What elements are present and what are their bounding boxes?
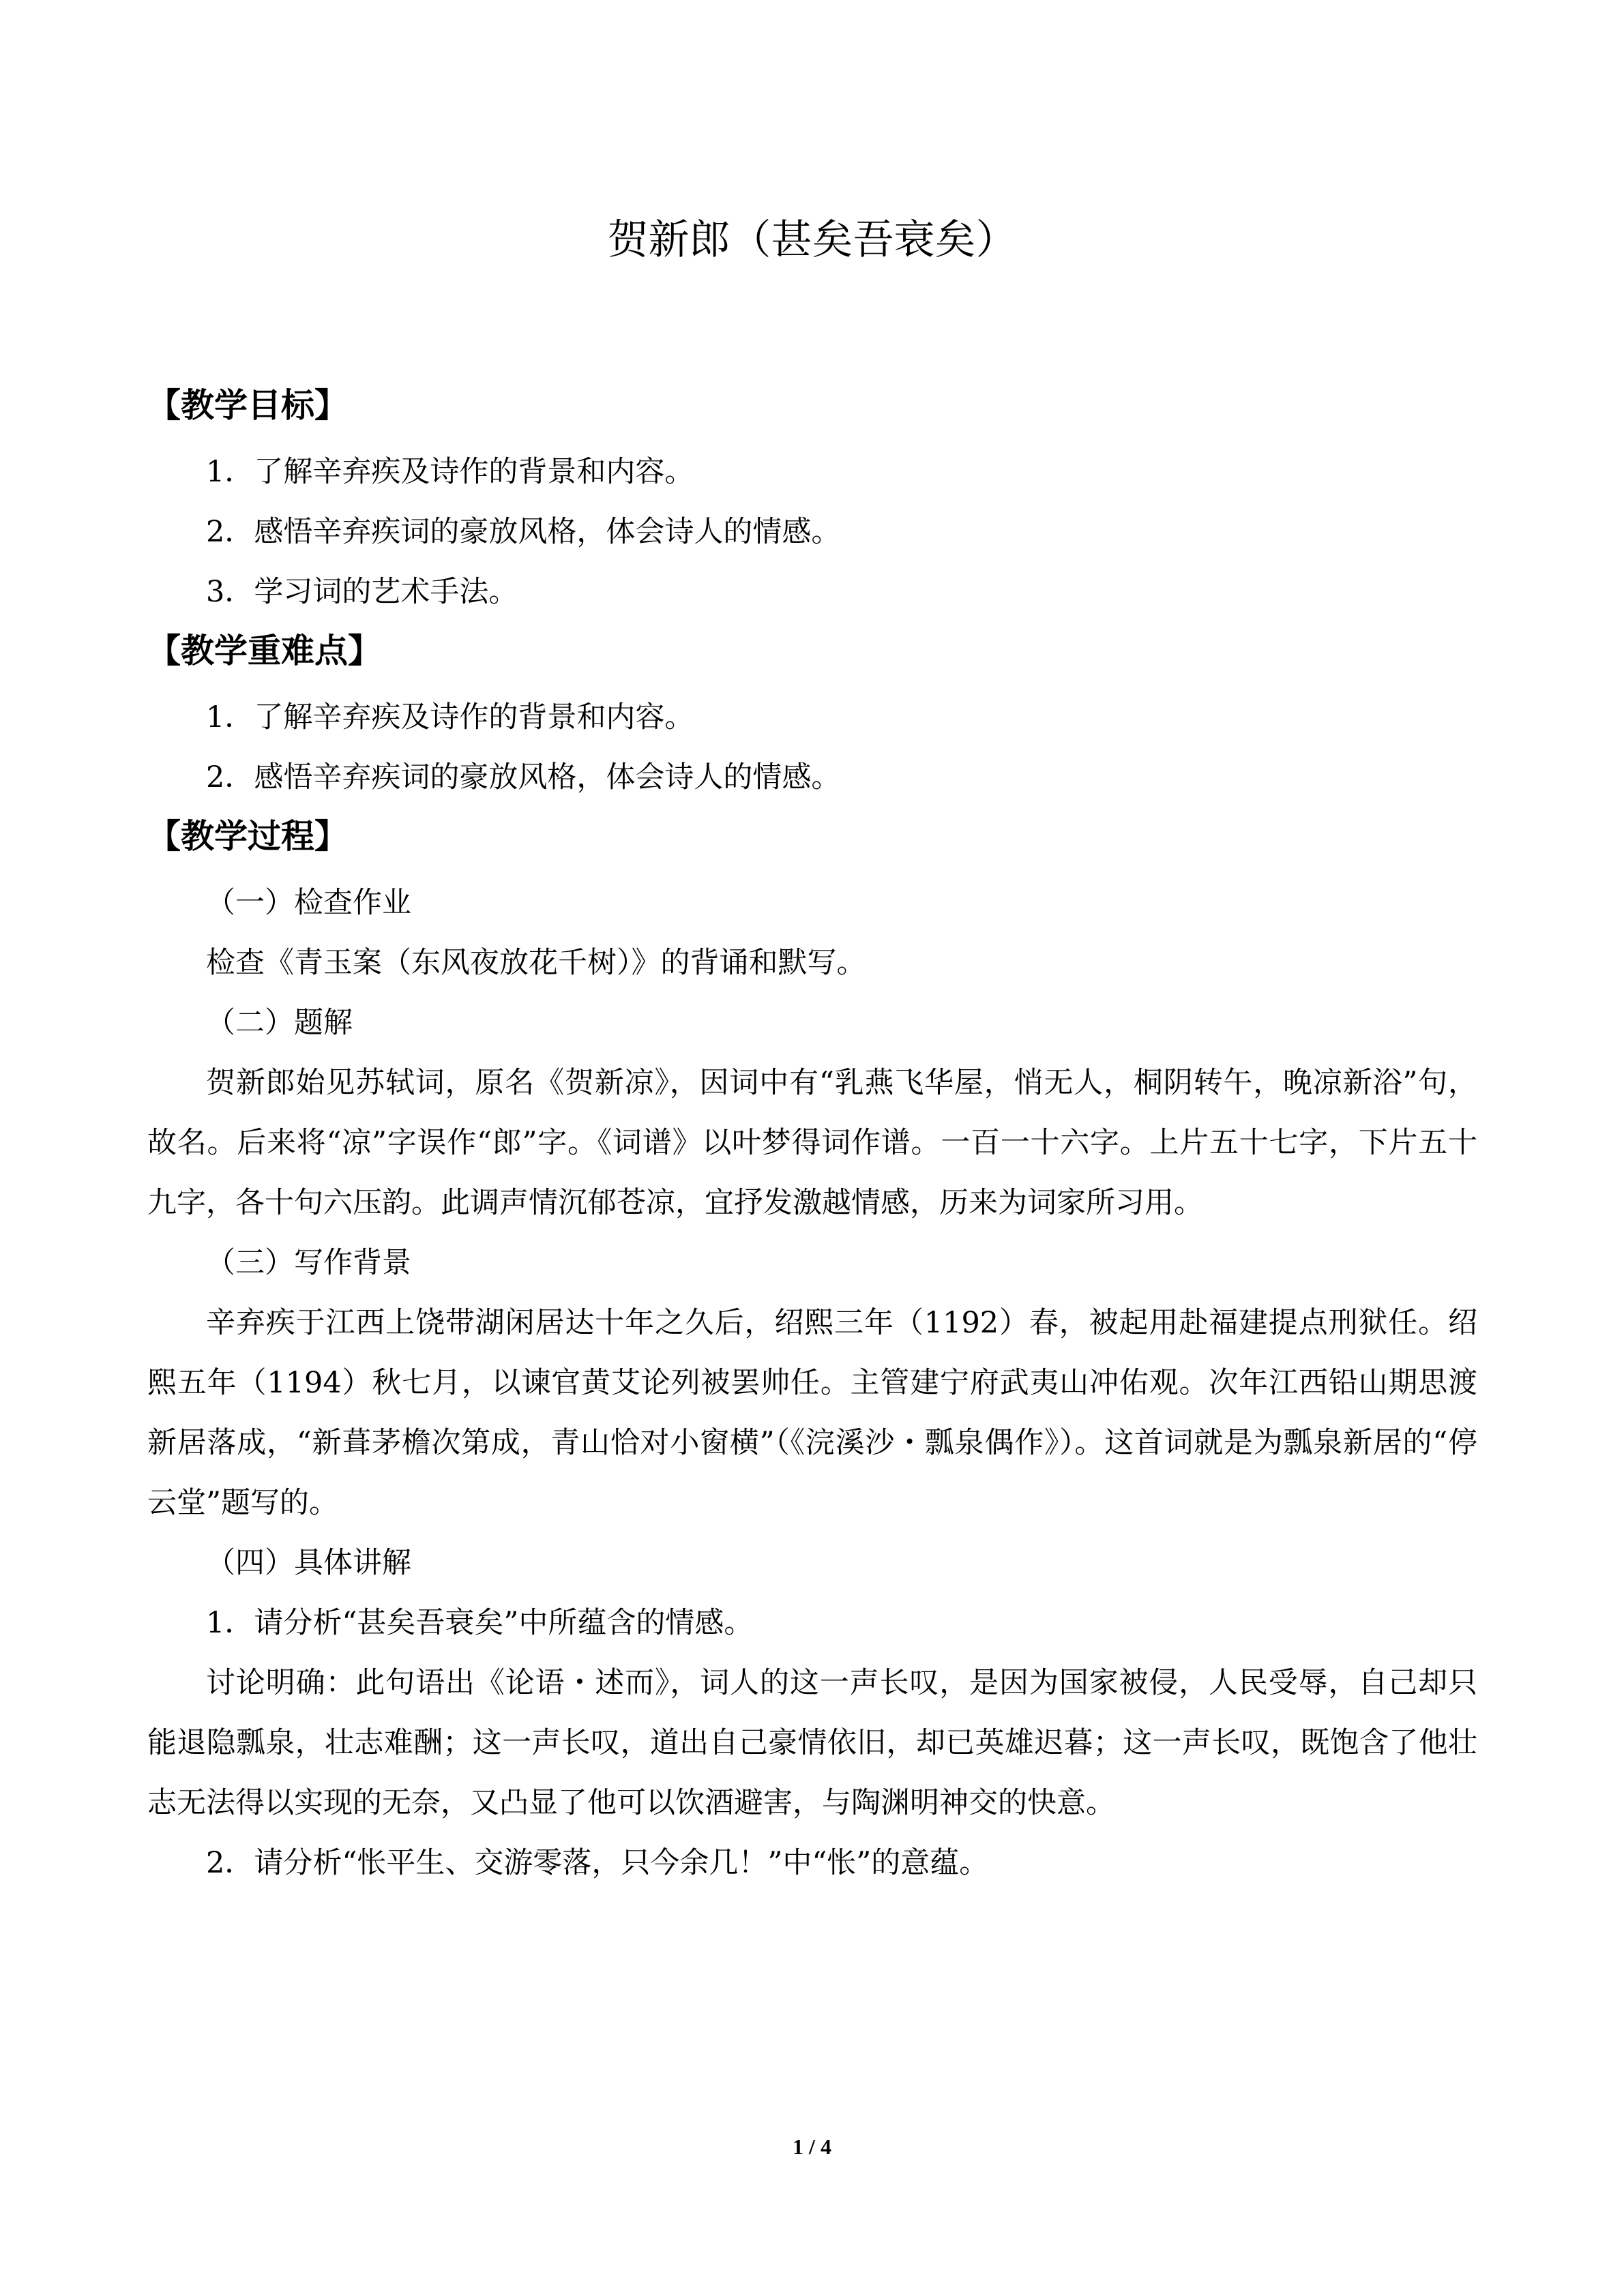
process-paragraph: 辛弃疾于江西上饶带湖闲居达十年之久后，绍熙三年（1192）春，被起用赴福建提点刑狱任。绍熙五年（1194）秋七月，以谏官黄艾论列被罢帅任。主管建宁府武夷山冲佑观。次年江西铅山期思渡新居落成，“新葺茅檐次第成，青山恰对小窗横”（《浣溪沙・瓢泉偶作》）。这首词就是为瓢泉新居的“停云堂”题写的。 xyxy=(147,1306,1477,1520)
objective-item: 3．学习词的艺术手法。 xyxy=(206,575,518,609)
process-subheading: （四）具体讲解 xyxy=(206,1546,411,1580)
section-heading-key-points: 【教学重难点】 xyxy=(147,631,382,670)
process-question: 1．请分析“甚矣吾衰矣”中所蕴含的情感。 xyxy=(206,1606,754,1640)
process-question: 2．请分析“怅平生、交游零落，只今余几！”中“怅”的意蕴。 xyxy=(206,1846,989,1880)
process-paragraph: 检查《青玉案（东风夜放花千树）》的背诵和默写。 xyxy=(206,946,866,980)
key-point-item: 2．感悟辛弃疾词的豪放风格，体会诗人的情感。 xyxy=(206,760,841,794)
process-paragraph: 贺新郎始见苏轼词，原名《贺新凉》，因词中有“乳燕飞华屋，悄无人，桐阴转午，晚凉新浴”句，故名。后来将“凉”字误作“郎”字。《词谱》以叶梦得词作谱。一百一十六字。上片五十七字，下片五十九字，各十句六压韵。此调声情沉郁苍凉，宜抒发激越情感，历来为词家所习用。 xyxy=(147,1066,1477,1220)
objective-item: 2．感悟辛弃疾词的豪放风格，体会诗人的情感。 xyxy=(206,515,841,549)
document-body xyxy=(147,382,1477,1893)
document-title: 贺新郎（甚矣吾衰矣） xyxy=(607,216,1017,264)
process-subheading: （三）写作背景 xyxy=(206,1246,411,1280)
process-subheading: （二）题解 xyxy=(206,1006,353,1040)
process-paragraph: 讨论明确：此句语出《论语・述而》，词人的这一声长叹，是因为国家被侵，人民受辱，自己却只能退隐瓢泉，壮志难酬；这一声长叹，道出自己豪情依旧，却已英雄迟暮；这一声长叹，既饱含了他壮志无法得以实现的无奈，又凸显了他可以饮酒避害，与陶渊明神交的快意。 xyxy=(147,1666,1477,1820)
key-point-item: 1．了解辛弃疾及诗作的背景和内容。 xyxy=(206,700,694,734)
process-subheading: （一）检查作业 xyxy=(206,886,411,920)
page-number: 1 / 4 xyxy=(793,2134,831,2159)
section-heading-objectives: 【教学目标】 xyxy=(147,386,349,425)
objective-item: 1．了解辛弃疾及诗作的背景和内容。 xyxy=(206,455,694,489)
section-heading-process: 【教学过程】 xyxy=(147,817,349,856)
